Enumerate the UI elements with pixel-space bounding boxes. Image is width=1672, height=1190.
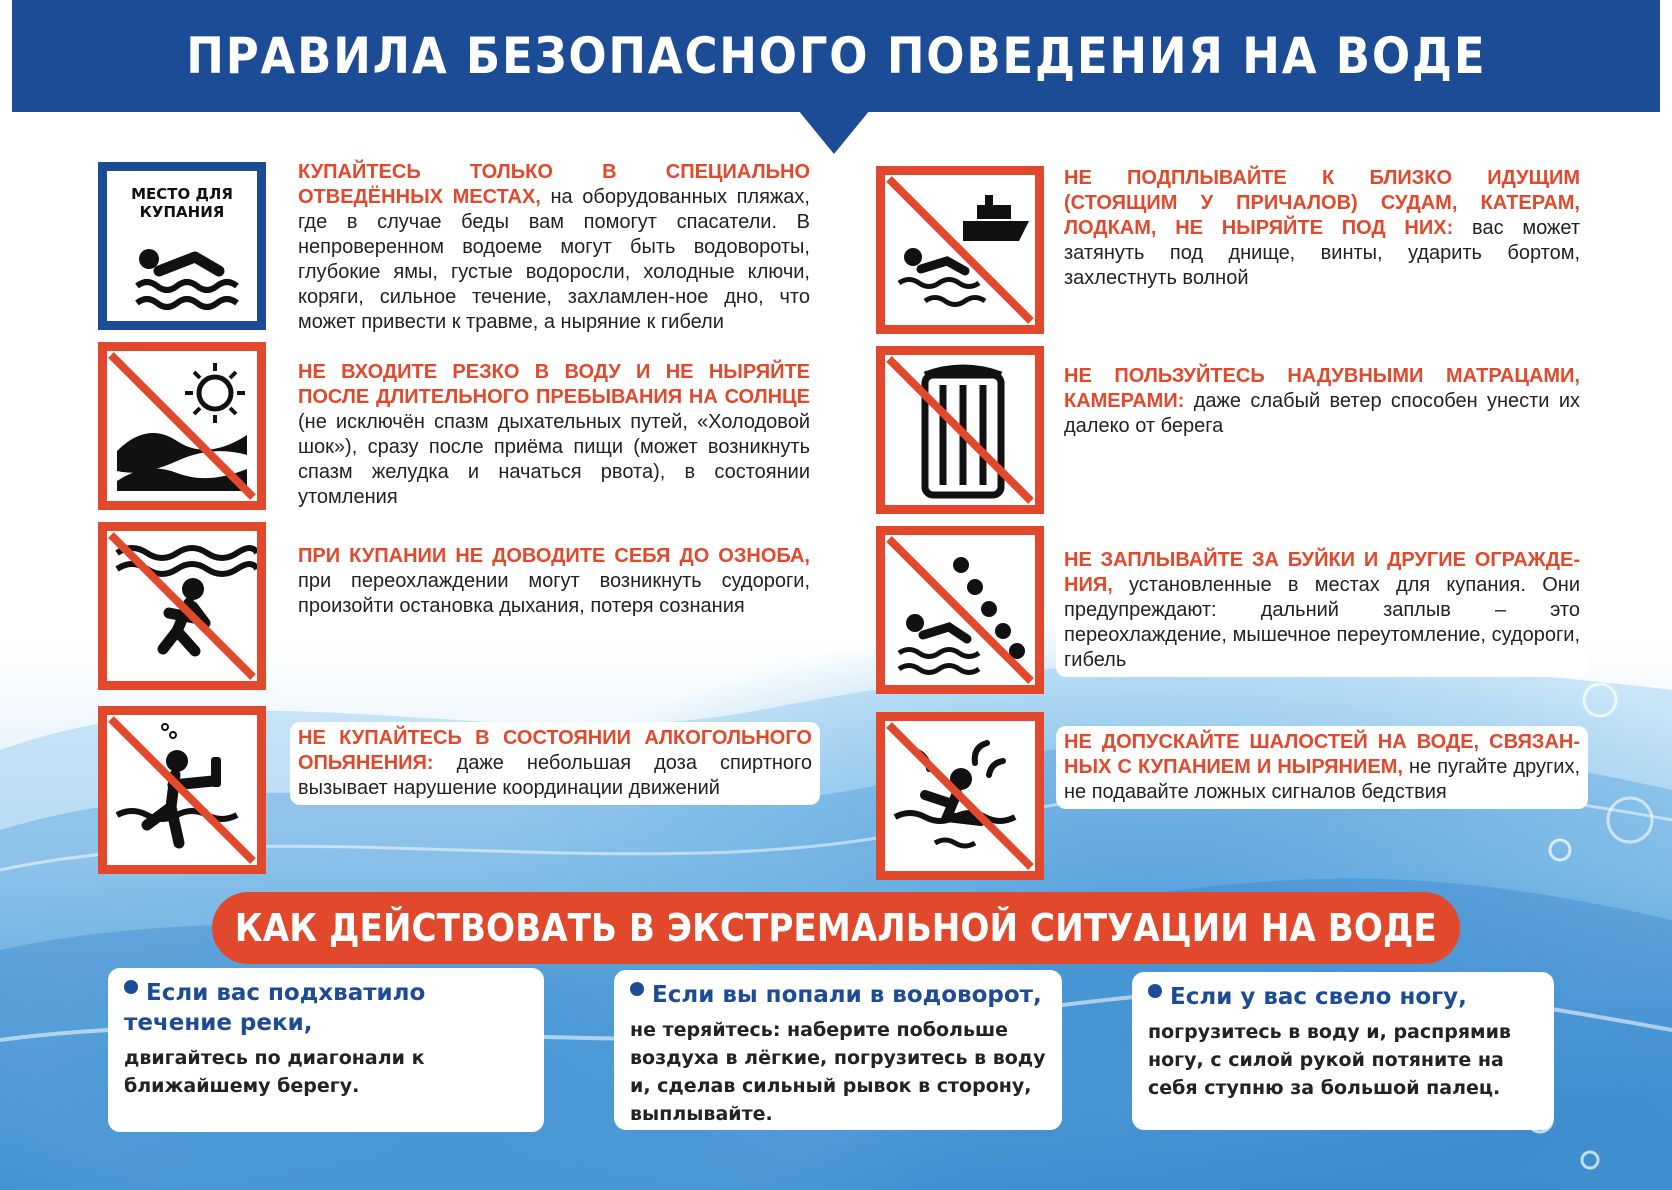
bullet-icon bbox=[1148, 984, 1162, 998]
tip-title: Если вас подхватило течение реки, bbox=[124, 980, 426, 1036]
header-notch bbox=[798, 110, 870, 154]
no-swim-past-buoys-icon bbox=[885, 535, 1035, 685]
bullet-icon bbox=[630, 982, 644, 996]
no-air-mattress-icon bbox=[885, 355, 1035, 505]
tip-whirlpool bbox=[614, 970, 1062, 1130]
rule-bathing-place bbox=[298, 160, 810, 335]
no-mattress-sign bbox=[876, 346, 1044, 514]
tip-title: Если вы попали в водоворот, bbox=[630, 980, 1046, 1010]
rule-no-sudden-entry bbox=[298, 360, 810, 510]
rule-text: (не исключён спазм дыхательных путей, «Холодовой шок»), сразу после приёма пищи (может возникнуть спазм желудка и начаться рвота), в состоянии утомления bbox=[298, 411, 810, 508]
bathing-place-label: МЕСТО ДЛЯ КУПАНИЯ bbox=[131, 185, 233, 221]
rule-heading: ПРИ КУПАНИИ НЕ ДОВОДИТЕ СЕБЯ ДО ОЗНОБА, bbox=[298, 545, 810, 567]
no-alcohol-swimming-icon bbox=[107, 715, 257, 865]
no-sun-waves-icon bbox=[107, 351, 257, 501]
no-pranks-sign bbox=[876, 712, 1044, 880]
rule-heading: НЕ ПОДПЛЫВАЙТЕ К БЛИЗКО ИДУЩИМ (СТОЯЩИМ У ПРИЧАЛОВ) СУДАМ, КАТЕРАМ, ЛОДКАМ, НЕ НЫРЯЙТЕ ПОД НИХ: bbox=[1064, 167, 1580, 239]
emergency-banner bbox=[212, 892, 1460, 964]
rule-no-buoys bbox=[1056, 544, 1588, 677]
rule-no-pranks bbox=[1056, 726, 1588, 809]
rule-heading: НЕ ЗАПЛЫВАЙТЕ ЗА БУЙКИ И ДРУГИЕ ОГРАЖДЕ-НИЯ, bbox=[1064, 549, 1580, 596]
tip-leg-cramp bbox=[1132, 972, 1554, 1130]
tip-body: погрузитесь в воду и, распрямив ногу, с силой рукой потяните на себя ступню за большой палец. bbox=[1148, 1021, 1511, 1099]
rule-no-ships bbox=[1064, 166, 1580, 291]
tip-title: Если у вас свело ногу, bbox=[1148, 982, 1538, 1012]
page-title: ПРАВИЛА БЕЗОПАСНОГО ПОВЕДЕНИЯ НА ВОДЕ bbox=[185, 27, 1487, 85]
rule-no-alcohol bbox=[290, 722, 820, 805]
no-shivering-icon bbox=[107, 531, 257, 681]
rule-text: при переохлаждении могут возникнуть судороги, произойти остановка дыхания, потеря сознания bbox=[298, 570, 810, 617]
rule-text: не пугайте других, не подавайте ложных сигналов бедствия bbox=[1064, 756, 1580, 803]
tip-current bbox=[108, 968, 544, 1132]
rule-no-chill bbox=[298, 544, 810, 619]
rule-text: даже слабый ветер способен унести их далеко от берега bbox=[1064, 390, 1580, 437]
rule-heading: НЕ ПОЛЬЗУЙТЕСЬ НАДУВНЫМИ МАТРАЦАМИ, КАМЕРАМИ: bbox=[1064, 365, 1580, 412]
swimmer-icon bbox=[107, 171, 257, 321]
tip-body: двигайтесь по диагонали к ближайшему берегу. bbox=[124, 1047, 425, 1097]
tip-body: не теряйтесь: наберите побольше воздуха в лёгкие, погрузитесь в воду и, сделав сильный рывок в сторону, выплывайте. bbox=[630, 1019, 1046, 1125]
rule-text: даже небольшая доза спиртного вызывает нарушение координации движений bbox=[298, 752, 812, 799]
no-alcohol-sign bbox=[98, 706, 266, 874]
no-pranks-icon bbox=[885, 721, 1035, 871]
rule-text: на оборудованных пляжах, где в случае беды вам помогут спасатели. В непроверенном водоеме могут быть водовороты, глубокие ямы, густые водоросли, холодные ключи, коряги, сильное течение, захламлен-ное дно, что может привести к травме, а ныряние к гибели bbox=[298, 186, 810, 333]
header-bar bbox=[12, 0, 1660, 112]
no-ships-sign bbox=[876, 166, 1044, 334]
no-buoys-sign bbox=[876, 526, 1044, 694]
rule-heading: НЕ ВХОДИТЕ РЕЗКО В ВОДУ И НЕ НЫРЯЙТЕ ПОСЛЕ ДЛИТЕЛЬНОГО ПРЕБЫВАНИЯ НА СОЛНЦЕ bbox=[298, 361, 810, 408]
rule-no-mattress bbox=[1064, 364, 1580, 439]
no-shivering-sign bbox=[98, 522, 266, 690]
no-sun-waves-sign bbox=[98, 342, 266, 510]
rule-text: вас может затянуть под днище, винты, ударить бортом, захлестнуть волной bbox=[1064, 217, 1580, 289]
no-ship-swimming-icon bbox=[885, 175, 1035, 325]
rule-text: установленные в местах для купания. Они предупреждают: дальний заплыв – это переохлаждение, мышечное переутомление, судороги, гибель bbox=[1064, 574, 1580, 671]
rule-heading: НЕ ДОПУСКАЙТЕ ШАЛОСТЕЙ НА ВОДЕ, СВЯЗАН-НЫХ С КУПАНИЕМ И НЫРЯНИЕМ, bbox=[1064, 731, 1580, 778]
rule-heading: КУПАЙТЕСЬ ТОЛЬКО В СПЕЦИАЛЬНО ОТВЕДЁННЫХ МЕСТАХ, bbox=[298, 161, 810, 208]
bullet-icon bbox=[124, 980, 138, 994]
rule-heading: НЕ КУПАЙТЕСЬ В СОСТОЯНИИ АЛКОГОЛЬНОГО ОПЬЯНЕНИЯ: bbox=[298, 727, 812, 774]
bathing-place-sign bbox=[98, 162, 266, 330]
emergency-title: КАК ДЕЙСТВОВАТЬ В ЭКСТРЕМАЛЬНОЙ СИТУАЦИИ НА ВОДЕ bbox=[235, 906, 1437, 950]
